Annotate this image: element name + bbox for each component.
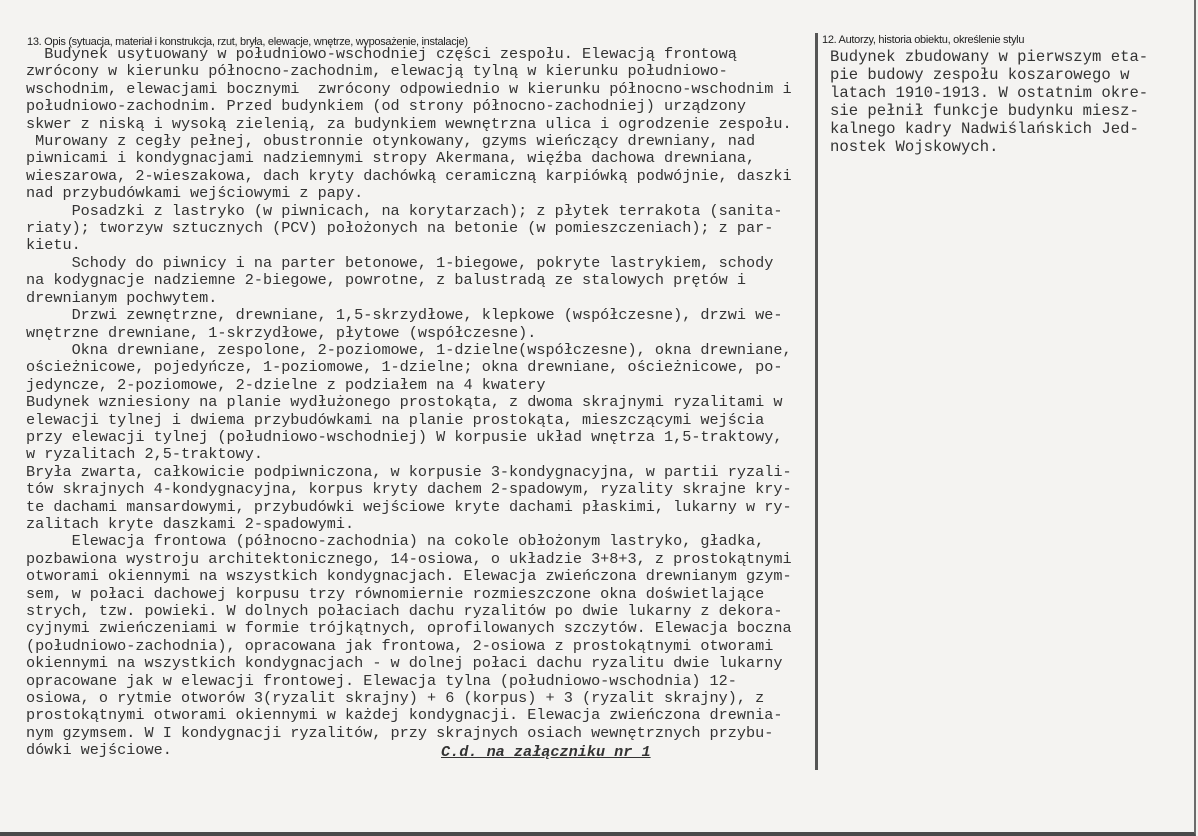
text-line: nad przybudówkami wejściowymi z papy. [26, 184, 364, 203]
text-line: skwer z niską i wysoką zielenią, za budynkiem wewnętrzna ulica i ogrodzenie zespołu. [26, 114, 792, 133]
text-line: pozbawiona wystroju architektonicznego, 14-osiowa, o układzie 3+8+3, z prostokątnymi [26, 549, 792, 568]
text-line: kalnego kadry Nadwiślańskich Jed- [830, 120, 1139, 138]
text-line: piwnicami i kondygnacjami nadziemnymi stropy Akermana, więźba dachowa drewniana, [26, 149, 756, 168]
text-line: pie budowy zespołu koszarowego w [830, 66, 1130, 84]
continuation-link[interactable]: C.d. na załączniku nr 1 [441, 743, 651, 761]
text-line: opracowane jak w elewacji frontowej. Elewacja tylna (południowo-wschodnia) 12- [26, 671, 737, 690]
text-line: drewnianym pochwytem. [26, 288, 218, 307]
text-line: prostokątnymi otworami okiennymi w każdej kondygnacji. Elewacja zwieńczona drewnia- [26, 706, 783, 725]
text-line: Okna drewniane, zespolone, 2-poziomowe, 1-dzielne(współczesne), okna drewniane, [26, 340, 792, 359]
text-line: latach 1910-1913. W ostatnim okre- [830, 84, 1149, 102]
text-line: zwrócony w kierunku północno-zachodnim, elewacją tylną w kierunku południowo- [26, 62, 728, 81]
description-section-header: 13. Opis (sytuacja, materiał i konstrukcja, rzut, bryła, elewacje, wnętrze, wyposażenie, instalacje) [27, 36, 468, 48]
text-line: południowo-zachodnim. Przed budynkiem (od strony północno-zachodniej) urządzony [26, 97, 747, 116]
text-line: Posadzki z lastryko (w piwnicach, na korytarzach); z płytek terrakota (sanita- [26, 201, 783, 220]
text-line: ościeżnicowe, pojedyńcze, 1-poziomowe, 1-dzielne; okna drewniane, ościeżnicowe, po- [26, 358, 783, 377]
text-line: Elewacja frontowa (północno-zachodnia) na cokole obłożonym lastryko, gładka, [26, 532, 765, 551]
text-line: sie pełnił funkcje budynku miesz- [830, 102, 1139, 120]
text-line: Budynek zbudowany w pierwszym eta- [830, 48, 1149, 66]
text-line: otworami okiennymi na wszystkich kondygnacjach. Elewacja zwieńczona drewnianym gzym- [26, 567, 792, 586]
text-line: osiowa, o rytmie otworów 3(ryzalit skrajny) + 6 (korpus) + 3 (ryzalit skrajny), z [26, 689, 765, 708]
text-line: te dachami mansardowymi, przybudówki wejściowe kryte dachami płaskimi, lukarny w ry- [26, 497, 792, 516]
text-line: Schody do piwnicy i na parter betonowe, 1-biegowe, pokryte lastrykiem, schody [26, 253, 774, 272]
text-line: okiennymi na wszystkich kondygnacjach - w dolnej połaci dachu ryzalitu dwie lukarny [26, 654, 783, 673]
text-line: na kodygnacje nadziemne 2-biegowe, powrotne, z balustradą ze stalowych prętów i [26, 271, 747, 290]
text-line: zalitach kryte daszkami 2-spadowymi. [26, 514, 355, 533]
column-divider [815, 33, 818, 770]
text-line: elewacji tylnej i dwiema przybudówkami na planie prostokąta, mieszczącymi wejścia [26, 410, 765, 429]
text-line: Budynek wzniesiony na planie wydłużonego prostokąta, z dwoma skrajnymi ryzalitami w [26, 393, 783, 412]
text-line: riaty); tworzyw sztucznych (PCV) położonych na betonie (w pomieszczeniach); z par- [26, 219, 774, 238]
text-line: wschodnim, elewacjami bocznymi zwrócony odpowiednio w kierunku północno-wschodnim i [26, 79, 792, 98]
text-line: nostek Wojskowych. [830, 138, 999, 156]
text-line: strych, tzw. powieki. W dolnych połaciach dachu ryzalitów po dwie lukarny z dekora- [26, 602, 783, 620]
text-line: kietu. [26, 236, 81, 255]
text-line: wnętrzne drewniane, 1-skrzydłowe, płytowe (współczesne). [26, 323, 537, 342]
description-text [26, 46, 792, 760]
text-line: Budynek usytuowany w południowo-wschodniej części zespołu. Elewacją frontową [26, 45, 737, 63]
text-line: (południowo-zachodnia), opracowana jak frontowa, 2-osiowa z prostokątnymi otworami [26, 636, 774, 655]
text-line: w ryzalitach 2,5-traktowy. [26, 445, 263, 464]
history-section-header: 12. Autorzy, historia obiektu, określenie stylu [822, 34, 1025, 46]
text-line: sem, w połaci dachowej korpusu trzy równomiernie rozmieszczone okna doświetlające [26, 584, 765, 603]
text-line: tów skrajnych 4-kondygnacyjna, korpus kryty dachem 2-spadowym, ryzality skrajne kry- [26, 480, 792, 499]
text-line: dówki wejściowe. [26, 741, 172, 760]
text-line: wieszarowa, 2-wieszakowa, dach kryty dachówką ceramiczną karpiówką podwójnie, daszki [26, 166, 792, 185]
text-line: cyjnymi zwieńczeniami w formie trójkątnych, oprofilowanych szczytów. Elewacja boczna [26, 619, 792, 638]
history-text [830, 48, 1148, 156]
text-line: Drzwi zewnętrzne, drewniane, 1,5-skrzydłowe, klepkowe (współczesne), drzwi we- [26, 306, 783, 325]
text-line: jedyncze, 2-poziomowe, 2-dzielne z podziałem na 4 kwatery [26, 375, 546, 394]
text-line: Bryła zwarta, całkowicie podpiwniczona, w korpusie 3-kondygnacyjna, w partii ryzali- [26, 462, 792, 481]
text-line: przy elewacji tylnej (południowo-wschodniej) W korpusie układ wnętrza 1,5-traktowy, [26, 427, 783, 446]
text-line: Murowany z cegły pełnej, obustronnie otynkowany, gzyms wieńczący drewniany, nad [26, 132, 756, 151]
text-line: nym gzymsem. W I kondygnacji ryzalitów, przy skrajnych osiach wewnętrznych przybu- [26, 723, 774, 742]
